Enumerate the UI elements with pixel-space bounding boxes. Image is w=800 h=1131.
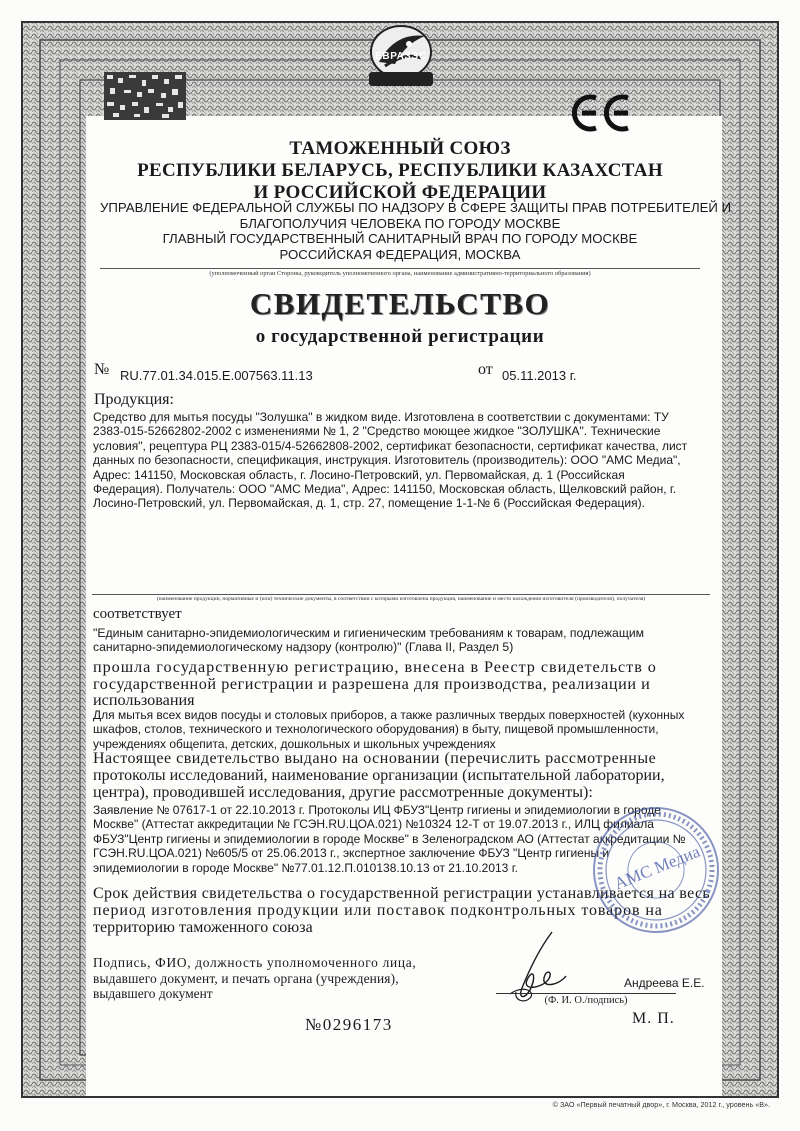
signature-line: выдавшего документ, и печать органа (учреждения), [93,970,399,986]
registration-date: 05.11.2013 г. [502,368,577,383]
product-line: Адрес: 141150, Московская область, г. Лосино-Петровский, ул. Первомайская, д. 1 (Российская [93,467,625,482]
authority-line: УПРАВЛЕНИЕ ФЕДЕРАЛЬНОЙ СЛУЖБЫ ПО НАДЗОРУ В СФЕРЕ ЗАЩИТЫ ПРАВ ПОТРЕБИТЕЛЕЙ И [100,200,732,215]
usage-line: учреждениях общепита, детских, дошкольных и школьных учреждениях [93,736,496,751]
usage-line: шкафов, столов, технического и технологического оборудования) в быту, пищевой промышленности, [93,722,659,737]
conformity-line: санитарно-эпидемиологическому надзору (контролю)" (Глава II, Раздел 5) [93,640,514,655]
product-line: Средство для мытья посуды "Золушка" в жидком виде. Изготовлена в соответствии с документами: ТУ [93,410,669,424]
basis-line: протоколы исследований, наименование организации (испытательной лаборатории, [93,767,665,784]
union-header [90,138,710,204]
usage-text [93,708,684,751]
validity-line: период изготовления продукции или поставок подконтрольных товаров на [93,902,663,919]
product-line: данных по безопасности, спецификация, инструкция. Изготовитель (производитель): ООО "АМС Медиа", [93,453,681,468]
security-pattern-block [104,72,186,120]
union-line: И РОССИЙСКОЙ ФЕДЕРАЦИИ [253,182,547,203]
conformity-text [93,626,644,655]
conformity-label: соответствует [93,606,182,622]
product-caption: (наименование продукции, нормативные и (или) технические документы, в соответствии с которыми изготовлена продукция, наименование и место нахождения изготовителя (производителя), получателя) [92,594,710,603]
signature-caption-text [93,955,416,1002]
authority-line: БЛАГОПОЛУЧИЯ ЧЕЛОВЕКА ПО ГОРОДУ МОСКВЕ [239,215,561,231]
basis-text [93,750,665,801]
authority-line: РОССИЙСКАЯ ФЕДЕРАЦИЯ, МОСКВА [279,246,521,262]
passed-line: использования [93,691,195,709]
passed-line: прошла государственную регистрацию, внесена в Реестр свидетельств о [93,658,657,676]
product-label: Продукция: [94,391,174,408]
documents-line: эпидемиологии в городе Москве" №77.01.12.П.010138.10.13 от 21.10.2013 г. [93,860,518,875]
authority-header [100,200,732,262]
conformity-mark-icon [566,90,636,136]
product-description [93,410,687,511]
conformity-line: "Единым санитарно-эпидемиологическим и гигиеническим требованиям к товарам, подлежащим [93,626,645,640]
authority-caption: (уполномоченный орган Стороны, руководитель уполномоченного органа, наименование административно-территориального образования) [100,268,700,278]
certificate-subtitle: о государственной регистрации [255,326,545,347]
certificate-title: СВИДЕТЕЛЬСТВО [249,286,551,321]
printer-footer: © ЗАО «Первый печатный двор», г. Москва, 2012 г., уровень «В». [552,1100,770,1109]
union-line: ТАМОЖЕННЫЙ СОЮЗ [289,138,511,159]
validity-line: территорию таможенного союза [93,919,313,936]
union-line: РЕСПУБЛИКИ БЕЛАРУСЬ, РЕСПУБЛИКИ КАЗАХСТАН [137,160,663,181]
documents-line: Заявление № 07617-1 от 22.10.2013 г. Протоколы ИЦ ФБУЗ"Центр гигиены и эпидемиологии в городе [93,803,661,817]
registration-number: RU.77.01.34.015.E.007563.11.13 [120,368,313,383]
documents-line: ГСЭН.RU.ЦОА.021) №605/5 от 25.06.2013 г., экспертное заключение ФБУЗ "Центр гигиены и [93,846,610,861]
authority-line: ГЛАВНЫЙ ГОСУДАРСТВЕННЫЙ САНИТАРНЫЙ ВРАЧ ПО ГОРОДУ МОСКВЕ [162,231,638,246]
signatory-name: Андреева Е.Е. [624,976,705,990]
product-line: 2383-015-52662802-2002 с изменениями № 1, 2 "Средство моющее жидкое "ЗОЛУШКА". Технические [93,424,661,439]
passed-line: государственной регистрации и разрешена для производства, реализации и [93,674,651,693]
eurasec-logo-text: ЕВРАЗЭС [375,51,427,62]
usage-line: Для мытья всех видов посуды и столовых приборов, а также различных твердых поверхностей (кухонных [93,708,685,722]
date-label: от [478,361,493,378]
product-line: условия", рецептура РЦ 2383-015/4-52662808-2002, сертификат безопасности, сертификат качества, лист [93,438,688,453]
number-label: № [94,361,110,378]
serial-number: №0296173 [305,1015,393,1034]
passed-registration-text [93,659,703,709]
signature-line: выдавшего документ [93,986,213,1001]
basis-line: центра), проводившей исследования, другие рассмотренные документы): [93,784,593,801]
signature-line: Подпись, ФИО, должность уполномоченного лица, [93,955,417,970]
validity-line: Срок действия свидетельства о государственной регистрации устанавливается на весь [93,885,711,902]
stamp-text: АМС Медиа [611,841,703,894]
product-line: Федерация). Получатель: ООО "АМС Медиа", Адрес: 141150, Московская область, Щелковский район, г. [93,482,677,497]
basis-line: Настоящее свидетельство выдано на основании (перечислить рассмотренные [93,750,657,767]
documents-line: Москве" (Аттестат аккредитации № ГСЭН.RU.ЦОА.021) №10324 12-Т от 19.07.2013 г., ИЛЦ филиала [93,817,654,832]
seal-place-mark: М. П. [632,1010,675,1027]
signature-field-caption: (Ф. И. О./подпись) [496,993,676,1006]
product-line: Лосино-Петровский, ул. Первомайская, д. 1, стр. 27, помещение 1-1-№ 6 (Российская Федерация). [93,496,645,511]
documents-line: ФБУЗ"Центр гигиены и эпидемиологии в городе Москве" в Зеленоградском АО (Аттестат аккредитации № [93,831,686,846]
